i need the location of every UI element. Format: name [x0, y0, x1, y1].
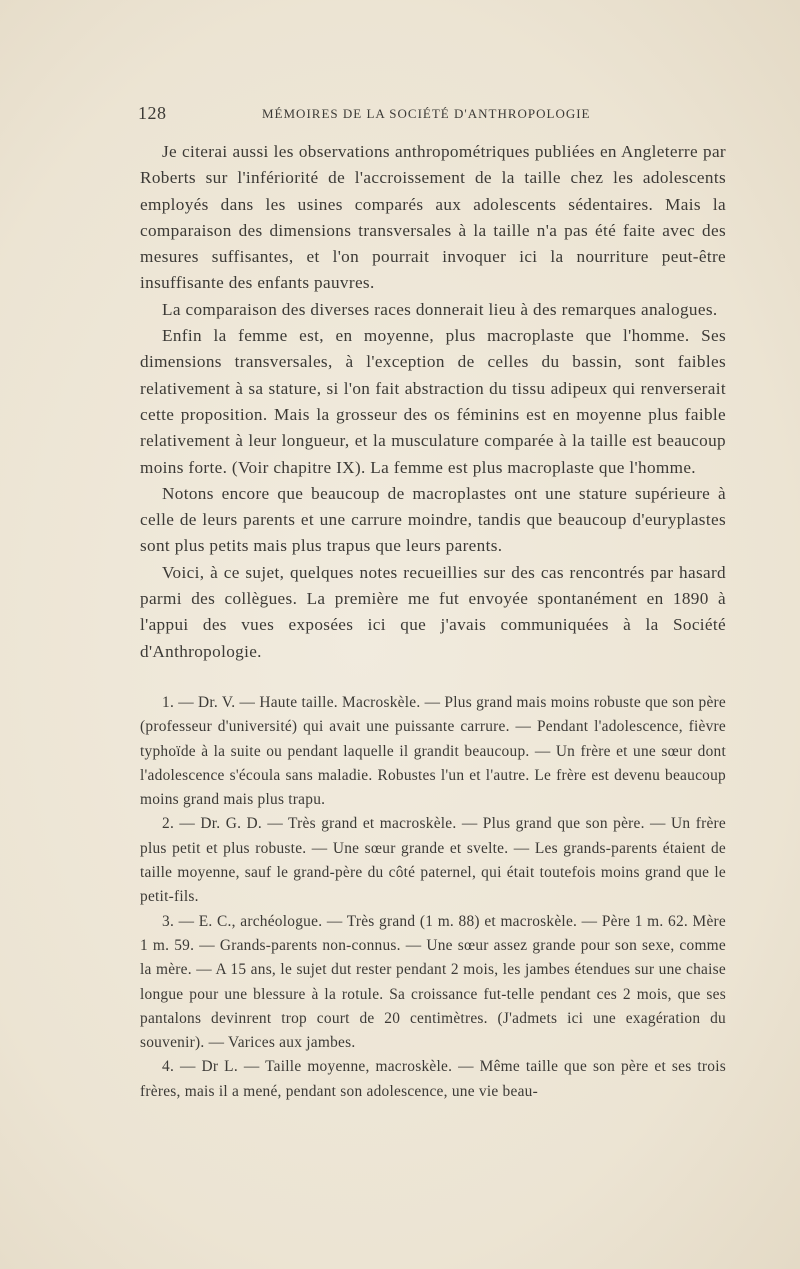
- body-paragraph: Je citerai aussi les observations anthropométriques publiées en Angleterre par Roberts sur l'infériorité de l'accroissement de la taille chez les adolescents employés dans les usines comparés aux adolescents sédentaires. Mais la comparaison des dimensions transversales à la taille n'a pas été faite avec des mesures suffisantes, et l'on pourrait invoquer ici la nourriture peut-être insuffisante des enfants pauvres.: [140, 142, 726, 293]
- body-paragraph: Enfin la femme est, en moyenne, plus macroplaste que l'homme. Ses dimensions transversales, à l'exception de celles du bassin, sont faibles relativement à sa stature, si l'on fait abstraction du tissu adipeux qui renverserait cette proposition. Mais la grosseur des os féminins est en moyenne plus faible relativement à leur longueur, et la musculature comparée à la taille est beaucoup moins forte. (Voir chapitre IX). La femme est plus macroplaste que l'homme.: [140, 326, 726, 477]
- body-paragraph: La comparaison des diverses races donnerait lieu à des remarques analogues.: [162, 299, 718, 319]
- page-header: [138, 103, 728, 127]
- case-note: 2. — Dr. G. D. — Très grand et macroskèle. — Plus grand que son père. — Un frère plus petit et plus robuste. — Une sœur grande et svelte. — Les grands-parents étaient de taille moyenne, sauf le grand-père du côté paternel, qui était toutefois moins grand que le petit-fils.: [140, 815, 726, 906]
- case-note: 3. — E. C., archéologue. — Très grand (1 m. 88) et macroskèle. — Père 1 m. 62. Mère 1 m. 59. — Grands-parents non-connus. — Une sœur assez grande pour son sexe, comme la mère. — A 15 ans, le sujet dut rester pendant 2 mois, les jambes étendues sur une chaise longue pour une blessure à la rotule. Sa croissance fut-telle pendant ces 2 mois, que ses pantalons devinrent trop court de 20 centimètres. (J'admets ici une exagération du souvenir). — Varices aux jambes.: [140, 912, 726, 1052]
- section-gap: [140, 665, 726, 691]
- case-note: 1. — Dr. V. — Haute taille. Macroskèle. — Plus grand mais moins robuste que son père (professeur d'université) qui avait une puissante carrure. — Pendant l'adolescence, fièvre typhoïde à la suite ou pendant laquelle il grandit beaucoup. — Un frère et une sœur dont l'adolescence s'écoula sans maladie. Robustes l'un et l'autre. Le frère est devenu beaucoup moins grand mais plus trapu.: [140, 693, 726, 809]
- text-block: [140, 139, 726, 1104]
- running-title: MÉMOIRES DE LA SOCIÉTÉ D'ANTHROPOLOGIE: [262, 106, 591, 121]
- case-note: 4. — Dr L. — Taille moyenne, macroskèle. — Même taille que son père et ses trois frères, mais il a mené, pendant son adolescence, une vie beau-: [140, 1058, 726, 1100]
- page-number: 128: [138, 103, 167, 123]
- body-paragraph: Notons encore que beaucoup de macroplastes ont une stature supérieure à celle de leurs parents et une carrure moindre, tandis que beaucoup d'euryplastes sont plus petits mais plus trapus que leurs parents.: [140, 483, 726, 556]
- body-paragraph: Voici, à ce sujet, quelques notes recueillies sur des cas rencontrés par hasard parmi des collègues. La première me fut envoyée spontanément en 1890 à l'appui des vues exposées ici que j'avais communiquées à la Société d'Anthropologie.: [140, 562, 726, 661]
